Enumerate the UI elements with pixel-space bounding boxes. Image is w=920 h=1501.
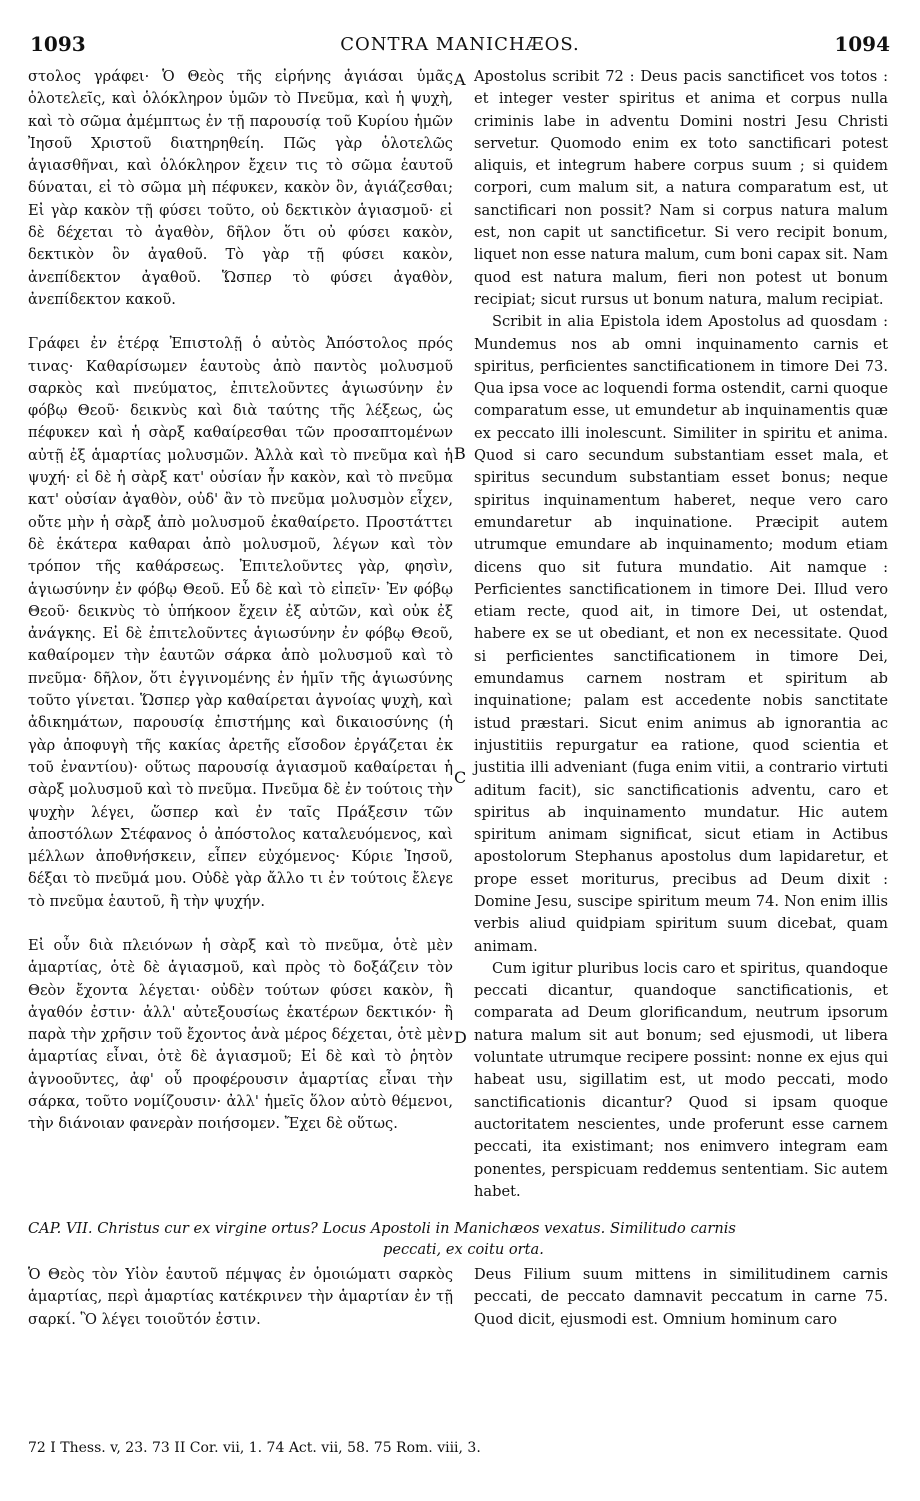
greek-paragraph-1: στολος γράφει· Ὁ Θεὸς τῆς εἰρήνης ἁγιάσαι ὑμᾶς ὁλοτελεῖς, καὶ ὁλόκληρον ὑμῶν τὸ Πνεῦμα, καὶ ἡ ψυχὴ, καὶ τὸ σῶμα ἀμέμπτως ἐν τῇ παρουσίᾳ τοῦ Κυρίου ἡμῶν Ἰησοῦ Χριστοῦ διατηρηθείη. Πῶς γὰρ ὁλοτελῶς ἁγιασθῆναι, καὶ ὁλόκληρον ἔχειν τις τὸ σῶμα ἑαυτοῦ δύναται, εἰ τὸ σῶμα μὴ πέφυκεν, κακὸν ὂν, ἁγιάζεσθαι; Εἰ γὰρ κακὸν τῇ φύσει τοῦτο, οὐ δεκτικὸν ἁγιασμοῦ· εἰ δὲ δέχεται τὸ ἀγαθὸν, δῆλον ὅτι οὐ φύσει κακὸν, δεκτικὸν ὂν ἀγαθοῦ. Τὸ γὰρ τῇ φύσει κακὸν, ἀνεπίδεκτον ἀγαθοῦ. Ὥσπερ τὸ φύσει ἀγαθὸν, ἀνεπίδεκτον κακοῦ.: [28, 68, 453, 308]
greek-bottom-text: [28, 1264, 453, 1331]
chapter-heading-line-2: peccati, ex coitu orta.: [383, 1241, 544, 1258]
latin-paragraph-2: Scribit in alia Epistola idem Apostolus ad quosdam : Mundemus nos ab omni inquinamento carnis et spiritus, perficientes sanctificationem in timore Dei 73. Qua ipsa voce ac loquendi forma ostendit, carni quoque comparatum esse, ut emundetur ab inquinamentis quæ ex peccato illi inolescunt. Similiter in spiritu et anima. Quod si caro secundum substantiam esset mala, et spiritus secundum substantiam esset bonus; neque spiritus inquinamentum haberet, neque vero caro emundaretur ab inquinatione. Præcipit autem utrumque emundare ab inquinamento; modum etiam dicens quo sit futura mundatio. Ait namque : Perficientes sanctificationem in timore Dei. Illud vero etiam recte, quod ait, in timore Dei, ut ostendat, habere ex se ut obediant, et non ex necessitate. Quod si perficientes sanctificationem in timore Dei, emundamus carnem nostram et spiritum ab inquinatione; palam est accedente nobis sanctitate istud præstari. Sicut enim animus ab ignorantia ac injustitiis repurgatur ea ratione, quod scientia et justitia illi adveniant (fuga enim vitii, a contrario virtuti aditum facit), sic sanctificationis adventu, caro et spiritus ab inquinamento mundatur. Hic autem spiritum animam significat, sicut etiam in Actibus apostolorum Stephanus apostolus dum lapidaretur, et prope esset moriturus, precibus ad Deum dixit : Domine Jesu, suscipe spiritum meum 74. Non enim illis verbis aliud quidpiam spiritum suum dicebat, quam animam.: [474, 313, 888, 955]
chapter-heading: [28, 1218, 888, 1260]
margin-marker-a: A: [454, 70, 466, 89]
latin-bottom-text: [474, 1264, 888, 1331]
greek-paragraph-3: Εἰ οὖν διὰ πλειόνων ἡ σὰρξ καὶ τὸ πνεῦμα, ὁτὲ μὲν ἁμαρτίας, ὁτὲ δὲ ἁγιασμοῦ, καὶ πρὸς τὸ δοξάζειν τὸν Θεὸν ἔχοντα λέγεται· οὐδὲν τούτων φύσει κακὸν, ἢ ἀγαθόν ἐστιν· ἀλλ' αὐτεξουσίως ἑκατέρων δεκτικόν· ἢ παρὰ τὴν χρῆσιν τοῦ ἔχοντος ἀνὰ μέρος δέχεται, ὁτὲ μὲν ἁμαρτίας εἶναι, ὁτὲ δὲ ἁγιασμοῦ; Εἰ δὲ καὶ τὸ ῥητὸν ἀγνοοῦντες, ἀφ' οὗ προφέρουσιν ἁμαρτίας εἶναι τὴν σάρκα, τοῦτο νομίζουσιν· ἀλλ' ἡμεῖς ὅλον αὐτὸ θέμενοι, τὴν διάνοιαν φανερὰν ποιήσομεν. Ἔχει δὲ οὕτως.: [28, 936, 453, 1133]
greek-column: [28, 66, 453, 1136]
margin-marker-b: B: [454, 444, 466, 463]
latin-paragraph-3: Cum igitur pluribus locis caro et spiritus, quandoque peccati dicantur, quandoque sanctificationis, et comparata ad Deum glorificandum, neutrum ipsorum natura malum sit aut bonum; sed ejusmodi, ut libera voluntate utrumque recipere possint: nonne ex ejus qui habeat usu, sigillatim est, ut modo peccati, modo sanctificationis dicantur? Quod si ipsam quoque auctoritatem nescientes, unde proferunt esse carnem peccati, ita existimant; nos enimvero integram eam ponentes, perspicuam reddemus sententiam. Sic autem habet.: [474, 959, 888, 1200]
margin-marker-d: D: [454, 1028, 467, 1047]
greek-paragraph-2: Γράφει ἐν ἑτέρᾳ Ἐπιστολῇ ὁ αὐτὸς Ἀπόστολος πρός τινας· Καθαρίσωμεν ἑαυτοὺς ἀπὸ παντὸς μολυσμοῦ σαρκὸς καὶ πνεύματος, ἐπιτελοῦντες ἁγιωσύνην ἐν φόβῳ Θεοῦ· δεικνὺς καὶ διὰ ταύτης τῆς λέξεως, ὡς πέφυκεν καὶ ἡ σὰρξ καθαίρεσθαι τῶν προσαπτομένων αὐτῇ ἐξ ἁμαρτίας μολυσμῶν. Ἀλλὰ καὶ τὸ πνεῦμα καὶ ἡ ψυχή· εἰ δὲ ἡ σὰρξ κατ' οὐσίαν ἦν κακὸν, καὶ τὸ πνεῦμα κατ' οὐσίαν ἀγαθὸν, οὐδ' ἂν τὸ πνεῦμα μολυσμὸν εἶχεν, οὔτε μὴν ἡ σὰρξ ἀπὸ μολυσμοῦ ἐκαθαίρετο. Προστάττει δὲ ἑκάτερα καθαραι ἀπὸ μολυσμοῦ, λέγων καὶ τὸν τρόπον τῆς καθάρσεως. Ἐπιτελοῦντες γὰρ, φησὶν, ἁγιωσύνην ἐν φόβῳ Θεοῦ. Εὖ δὲ καὶ τὸ εἰπεῖν· Ἐν φόβῳ Θεοῦ· δεικνὺς τὸ ὑπήκοον ἔχειν ἐξ αὐτῶν, καὶ οὐκ ἐξ ἀνάγκης. Εἰ δὲ ἐπιτελοῦντες ἁγιωσύνην ἐν φόβῳ Θεοῦ, καθαίρομεν τὴν ἑαυτῶν σάρκα ἀπὸ μολυσμοῦ καὶ τὸ πνεῦμα· δῆλον, ὅτι ἐγγινομένης ἐν ἡμῖν τῆς ἁγιωσύνης τοῦτο γίνεται. Ὥσπερ γὰρ καθαίρεται ἀγνοίας ψυχὴ, καὶ ἀδικημάτων, παρουσίᾳ ἐπιστήμης καὶ δικαιοσύνης (ἡ γὰρ ἀποφυγὴ τῆς κακίας ἀρετῆς εἴσοδον ἐργάζεται ἐκ τοῦ ἐναντίου)· οὕτως παρουσίᾳ ἁγιασμοῦ καθαίρεται ἡ σὰρξ μολυσμοῦ καὶ τὸ πνεῦμα. Πνεῦμα δὲ ἐν τούτοις τὴν ψυχὴν λέγει, ὥσπερ καὶ ἐν ταῖς Πράξεσιν τῶν ἀποστόλων Στέφανος ὁ ἀπόστολος καταλευόμενος, καὶ μέλλων ἀποθνήσκειν, εἶπεν εὐχόμενος· Κύριε Ἰησοῦ, δέξαι τὸ πνεῦμά μου. Οὐδὲ γὰρ ἄλλο τι ἐν τούτοις ἔλεγε τὸ πνεῦμα ἑαυτοῦ, ἢ τὴν ψυχήν.: [28, 335, 453, 910]
footnotes: 72 I Thess. v, 23. 73 II Cor. vii, 1. 74 Act. vii, 58. 75 Rom. viii, 3.: [28, 1440, 481, 1456]
latin-bottom-paragraph: Deus Filium suum mittens in similitudinem carnis peccati, de peccato damnavit peccatum in carne 75. Quod dicit, ejusmodi est. Omnium hominum caro: [474, 1266, 888, 1328]
page-number-right: 1094: [834, 32, 890, 56]
latin-column: [474, 66, 888, 1203]
page-number-left: 1093: [30, 32, 86, 56]
chapter-heading-line-1: CAP. VII. Christus cur ex virgine ortus? Locus Apostoli in Manichæos vexatus. Similitudo carnis: [28, 1220, 736, 1237]
running-title: CONTRA MANICHÆOS.: [340, 34, 580, 55]
latin-paragraph-1: Apostolus scribit 72 : Deus pacis sanctificet vos totos : et integer vester spiritus et anima et corpus nulla criminis labe in adventu Domini nostri Jesu Christi servetur. Quomodo enim ex toto sanctificari potest aliquis, et integrum habere corpus suum ; si quidem corpori, cum malum sit, a natura comparatum est, ut sanctificari non possit? Nam si corpus natura malum est, non capit ut sanctificetur. Si vero recipit bonum, liquet non esse natura malum, cum boni capax sit. Nam quod est natura malum, fieri non potest ut bonum recipiat; sicut rursus ut bonum natura, malum recipiat.: [474, 68, 888, 308]
margin-marker-c: C: [454, 768, 467, 787]
page-header: [30, 32, 890, 62]
greek-bottom-paragraph: Ὁ Θεὸς τὸν Υἱὸν ἑαυτοῦ πέμψας ἐν ὁμοιώματι σαρκὸς ἁμαρτίας, περὶ ἁμαρτίας κατέκρινεν τὴν ἁμαρτίαν ἐν τῇ σαρκί. Ὃ λέγει τοιοῦτόν ἐστιν.: [28, 1266, 453, 1328]
